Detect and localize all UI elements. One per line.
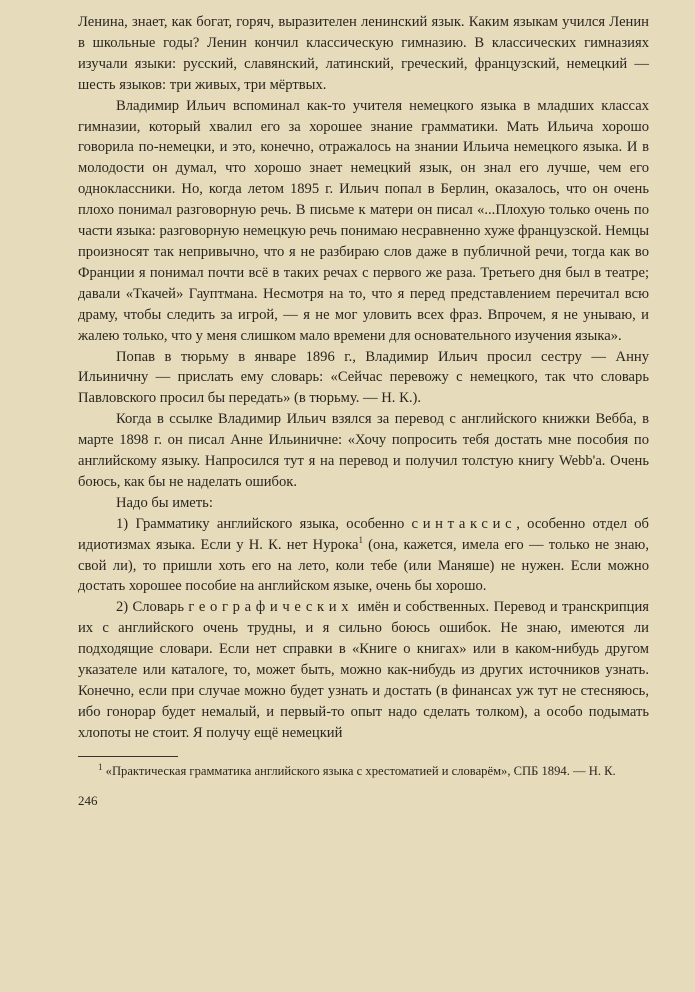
p7-spaced-word: географических — [188, 599, 354, 616]
footnote-mark: 1 — [98, 761, 103, 772]
main-text — [78, 12, 649, 744]
p7-after: имён и собственных. Перевод и транскрипция их с английского очень трудны, и я сильно боюсь ошибок. Не знаю, имеются ли подходящие словари. Если нет справки в «Книге о книгах» или в каком-нибудь другом указателе или каталоге, то, может быть, можно как-нибудь из других источников узнать. Конечно, если при случае можно будет узнать и достать (в финансах уж тут не стесняюсь, ибо гонорар будет немалый, и первый-то опыт надо сделать толком), а особо подымать хлопоты не стоит. Я получу ещё немецкий — [78, 599, 649, 741]
paragraph-2: Владимир Ильич вспоминал как-то учителя немецкого языка в младших классах гимназии, который хвалил его за хорошее знание грамматики. Мать Ильича хорошо говорила по-немецки, и это, конечно, отражалось на знании Ильича немецкого языка. И в молодости он думал, что хорошо знает немецкий язык, он знал его лучше, чем его одноклассники. Но, когда летом 1895 г. Ильич попал в Берлин, оказалось, что он очень плохо понимал разговорную речь. В письме к матери он писал «...Плохую только очень по части языка: разговорную немецкую речь понимаю несравненно хуже французской. Немцы произносят так непривычно, что я не разбираю слов даже в публичной речи, тогда как во Франции я понимал почти всё в таких речах с первого же раза. Третьего дня был в театре; давали «Ткачей» Гауптмана. Несмотря на то, что я перед представлением перечитал всю драму, чтобы следить за игрой, — я не мог уловить всех фраз. Впрочем, я не унываю, и жалею только, что у меня слишком мало времени для основательного изучения языка». — [78, 97, 649, 344]
paragraph-7 — [78, 597, 649, 743]
footnote — [78, 763, 649, 779]
footnote-text: «Практическая грамматика английского языка с хрестоматией и словарём», СПБ 1894. — Н. К. — [102, 763, 616, 778]
paragraph-4: Когда в ссылке Владимир Ильич взялся за перевод с английского книжки Вебба, в марте 1898 г. он писал Анне Ильиничне: «Хочу попросить тебя достать мне пособия по английскому языку. Напросился тут я на перевод и получил толстую книгу Webb'a. Очень боюсь, как бы не наделать ошибок. — [78, 411, 649, 490]
p6-spaced-word: синтаксис — [411, 515, 517, 532]
paragraph-3: Попав в тюрьму в январе 1896 г., Владимир Ильич просил сестру — Анну Ильиничну — прислать ему словарь: «Сейчас перевожу с немецкого, так что словарь Павловского просил бы передать» (в тюрьму. — Н. К.). — [78, 348, 649, 407]
paragraph-6 — [78, 514, 649, 598]
p6-before: 1) Грамматику английского языка, особенно — [116, 515, 412, 532]
p6-after: , особенно отдел об идиотизмах языка. Если у Н. К. нет Нурока — [78, 515, 649, 553]
footnote-ref: 1 — [358, 534, 363, 545]
paragraph-5: Надо бы иметь: — [116, 494, 213, 511]
page-number: 246 — [78, 792, 98, 808]
footnote-divider — [78, 756, 178, 757]
p6-rest: (она, кажется, имела его — только не знаю, свой ли), то пришли хоть его на лето, коли тебе (или Маняше) не нужен. Если можно достать хорошее пособие на английском языке, очень бы хорошо. — [78, 536, 649, 595]
paragraph-1: Ленина, знает, как богат, горяч, выразителен ленинский язык. Каким языкам учился Ленин в школьные годы? Ленин кончил классическую гимназию. В классических гимназиях изучали языки: русский, славянский, латинский, греческий, французский, немецкий — шесть языков: три живых, три мёртвых. — [78, 14, 649, 93]
p7-before: 2) Словарь — [116, 599, 189, 616]
